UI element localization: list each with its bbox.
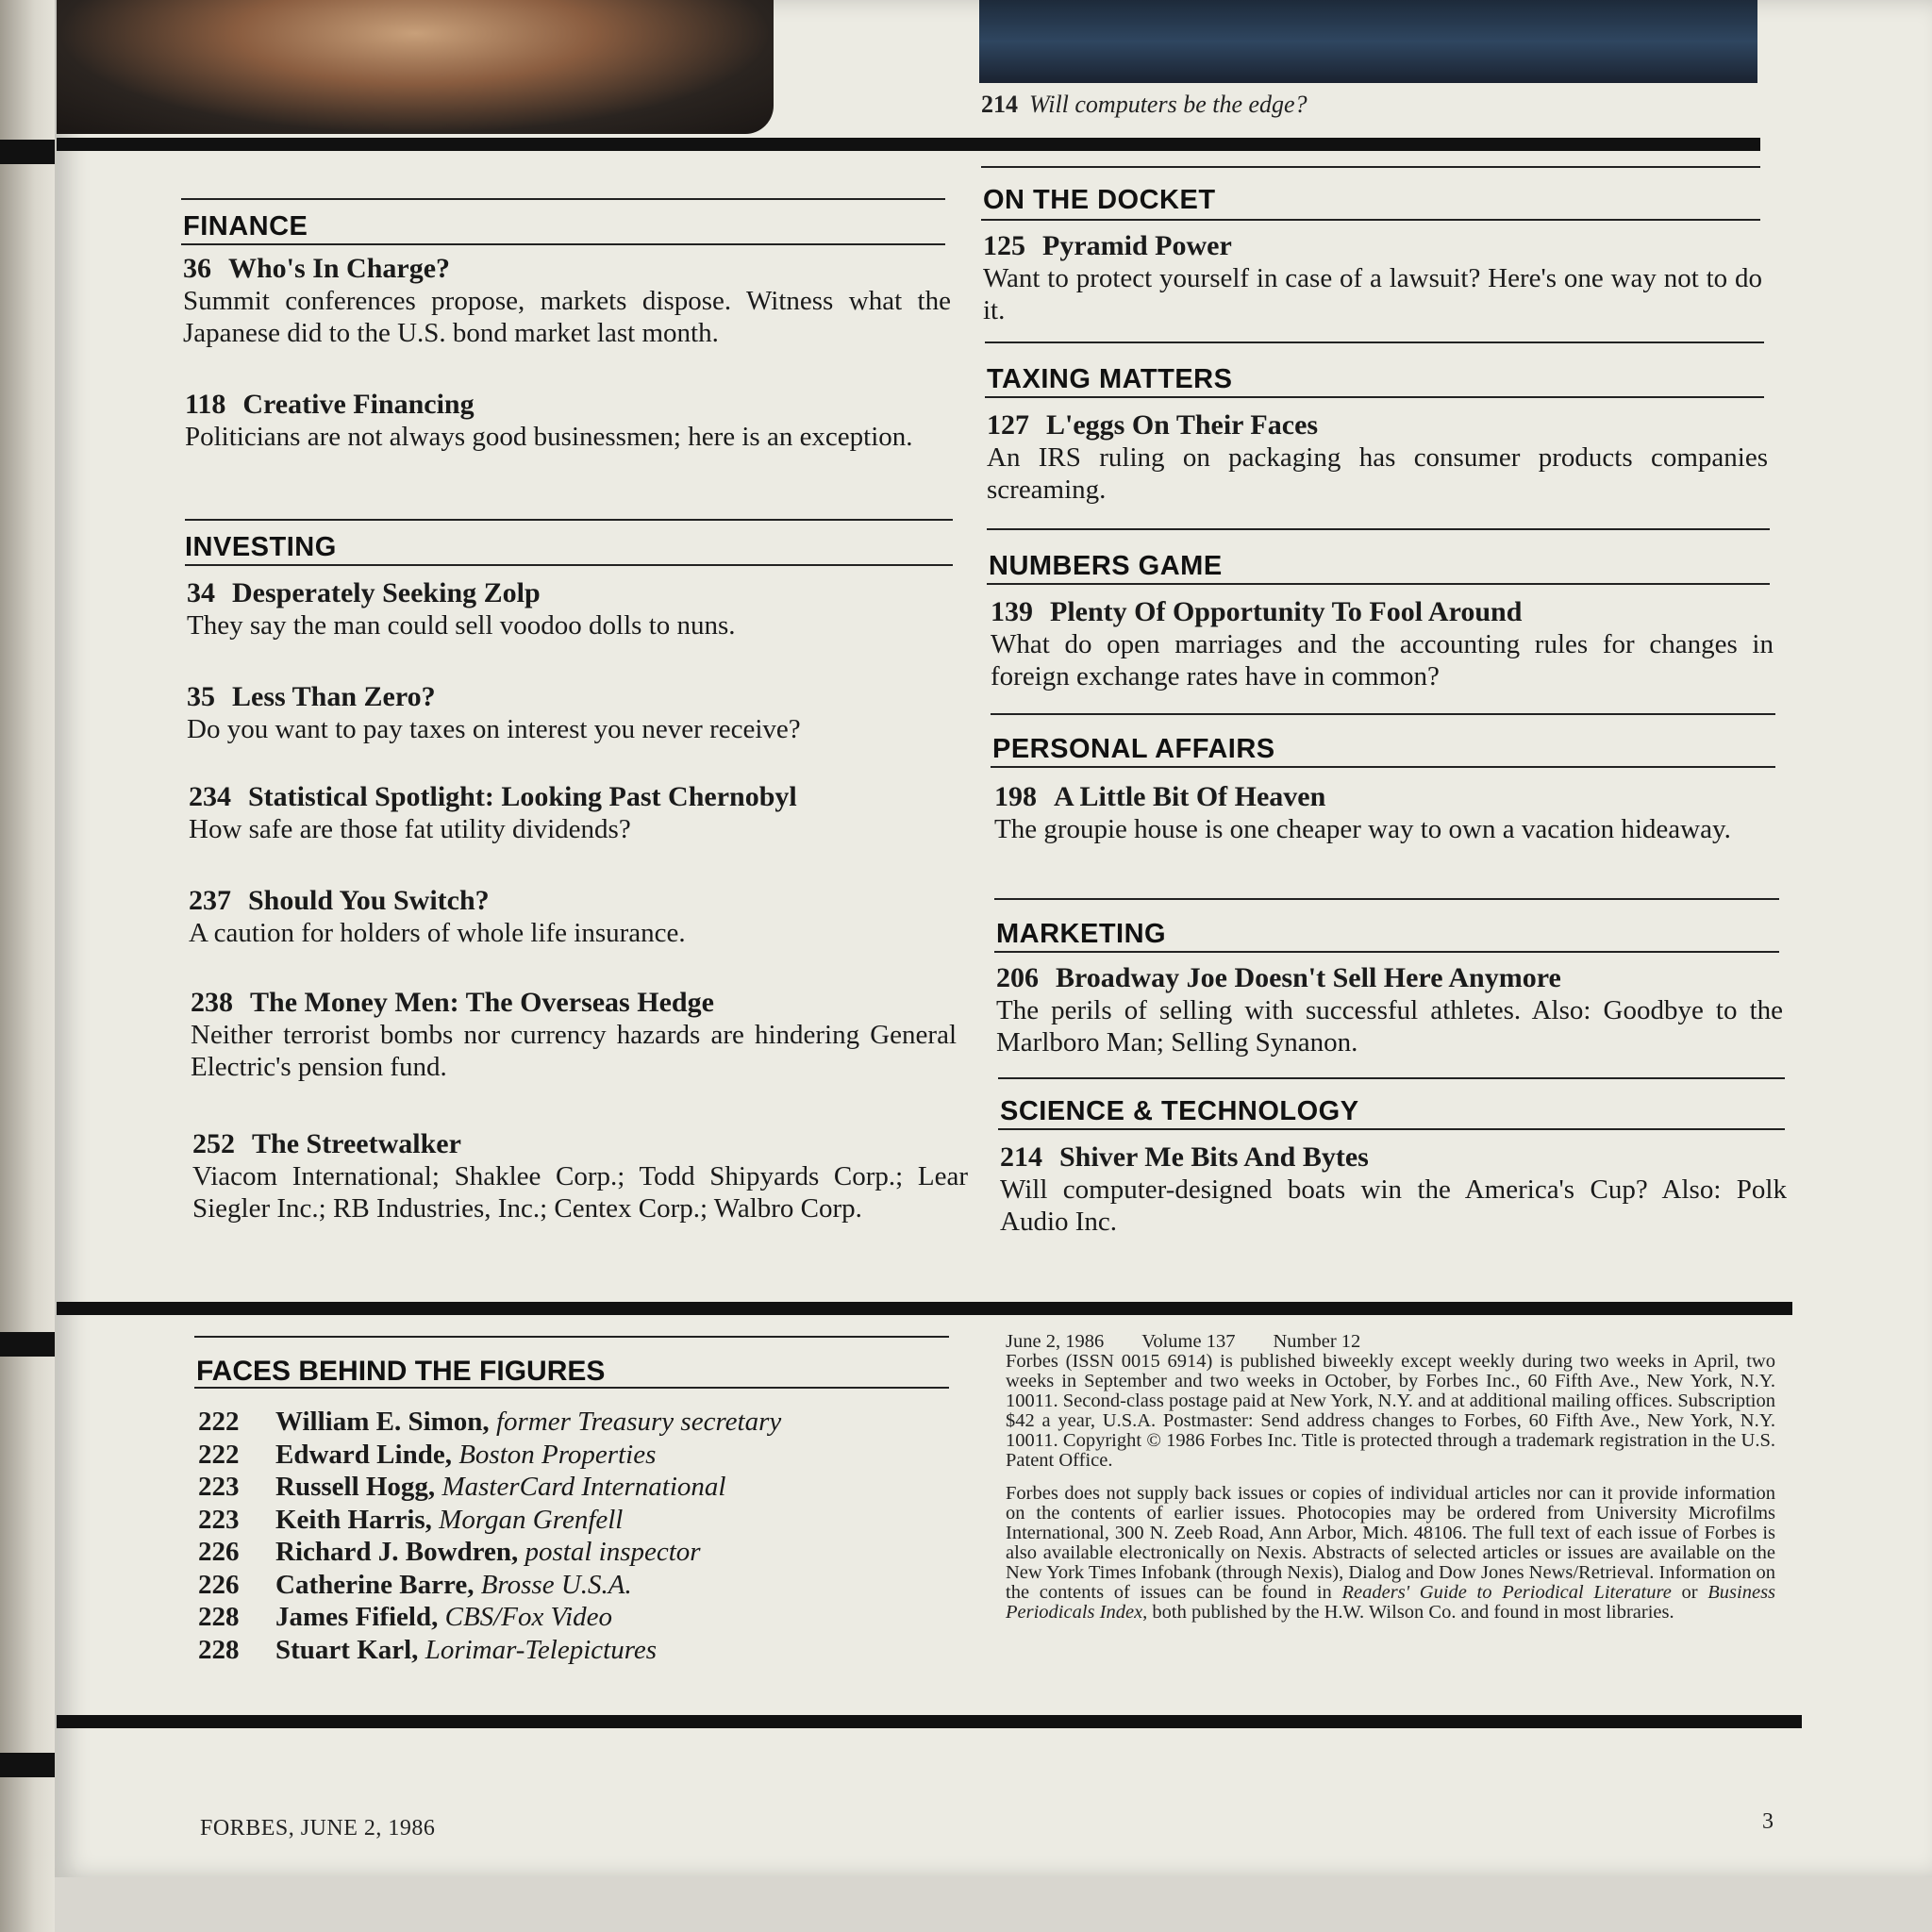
page-number: 228 xyxy=(198,1602,240,1632)
page-number: 34 xyxy=(187,577,215,608)
rule xyxy=(991,713,1775,715)
page-number: 222 xyxy=(198,1439,240,1470)
face-row xyxy=(198,1504,915,1537)
rule xyxy=(998,1128,1785,1130)
page-number: 36 xyxy=(183,253,211,284)
person-role: Morgan Grenfell xyxy=(439,1504,624,1535)
back-issues-text-end: , both published by the H.W. Wilson Co. and found in most libraries. xyxy=(1142,1602,1674,1623)
toc-item xyxy=(983,230,1762,326)
item-title: Broadway Joe Doesn't Sell Here Anymore xyxy=(1056,962,1561,993)
toc-item xyxy=(187,577,953,641)
page-number: 238 xyxy=(191,987,233,1018)
section-finance: FINANCE xyxy=(183,211,308,242)
toc-item xyxy=(187,681,953,745)
rule xyxy=(981,219,1760,221)
issue-date: June 2, 1986 xyxy=(1006,1331,1105,1352)
person-role: former Treasury secretary xyxy=(495,1407,782,1437)
person-name: Keith Harris, xyxy=(275,1504,432,1535)
item-title: A Little Bit Of Heaven xyxy=(1054,781,1326,812)
item-title: The Streetwalker xyxy=(252,1128,461,1159)
person-name: Stuart Karl, xyxy=(275,1634,419,1665)
page-number: 237 xyxy=(189,885,231,916)
person-name: James Fifield, xyxy=(275,1602,439,1632)
photo-caption xyxy=(981,91,1307,119)
page-number: 125 xyxy=(983,230,1025,261)
item-description: Want to protect yourself in case of a lawsuit? Here's one way not to do it. xyxy=(983,263,1762,325)
rule xyxy=(981,166,1760,168)
page-number: 198 xyxy=(994,781,1037,812)
face-row xyxy=(198,1601,915,1634)
rule xyxy=(987,528,1770,530)
page-spine xyxy=(0,0,58,1932)
item-title: Creative Financing xyxy=(242,389,475,420)
page-number: 226 xyxy=(198,1569,240,1600)
item-title: Statistical Spotlight: Looking Past Chernobyl xyxy=(248,781,797,812)
rule xyxy=(987,583,1770,585)
back-issues-text: Forbes does not supply back issues or copies of individual articles nor can it provide information on the contents of earlier issues. Photocopies may be ordered from University Microfilms International, 300 N. Zeeb Road, Ann Arbor, Mich. 48106. The full text of each issue of Forbes is also available electronically on Nexis. Abstracts of selected articles or issues are available on the New York Times Infobank (through Nexis), Dialog and Dow Jones News/Retrieval. Information on the contents of issues can be found in xyxy=(1006,1483,1775,1603)
page-number: 223 xyxy=(198,1504,240,1535)
faces-list xyxy=(198,1406,915,1666)
section-personal-affairs: PERSONAL AFFAIRS xyxy=(992,734,1275,764)
toc-item xyxy=(996,962,1783,1058)
page-number: 226 xyxy=(198,1537,240,1567)
item-description: Neither terrorist bombs nor currency hazards are hindering General Electric's pension fund. xyxy=(191,1020,957,1082)
item-title: L'eggs On Their Faces xyxy=(1046,409,1319,441)
page-number: 139 xyxy=(991,596,1033,627)
person-role: CBS/Fox Video xyxy=(444,1602,613,1632)
item-description: Will computer-designed boats win the America's Cup? Also: Polk Audio Inc. xyxy=(1000,1174,1787,1237)
rule xyxy=(194,1387,949,1389)
face-row xyxy=(198,1439,915,1472)
page-number: 127 xyxy=(987,409,1029,441)
person-role: Brosse U.S.A. xyxy=(480,1569,632,1600)
rule xyxy=(985,396,1764,398)
item-title: The Money Men: The Overseas Hedge xyxy=(250,987,714,1018)
running-footer: FORBES, JUNE 2, 1986 xyxy=(200,1816,436,1840)
toc-item xyxy=(189,781,955,845)
publication-notice: Forbes (ISSN 0015 6914) is published biweekly except weekly during two weeks in April, two weeks in September and two weeks in October, by Forbes Inc., 60 Fifth Ave., New York, N.Y. 10011. Second-class postage paid at New York, N.Y. and at additional mailing offices. Subscription $42 a year, U.S.A. Postmaster: Send address changes to Forbes, 60 Fifth Ave., New York, N.Y. 10011. Copyright © 1986 Forbes Inc. Title is protected through a trademark registration in the U.S. Patent Office. xyxy=(1006,1351,1775,1471)
face-row xyxy=(198,1536,915,1569)
section-taxing-matters: TAXING MATTERS xyxy=(987,364,1233,394)
rule xyxy=(994,951,1779,953)
rule xyxy=(185,519,953,521)
page-number: 222 xyxy=(198,1407,240,1437)
item-title: Less Than Zero? xyxy=(232,681,436,712)
toc-item xyxy=(185,389,951,453)
issue-number: Number 12 xyxy=(1273,1331,1361,1352)
business-index-title: Business Periodicals Index xyxy=(1006,1582,1776,1623)
toc-item xyxy=(1000,1141,1787,1238)
rule xyxy=(998,1077,1785,1079)
person-role: Boston Properties xyxy=(458,1439,657,1470)
item-title: Desperately Seeking Zolp xyxy=(232,577,541,608)
issue-meta xyxy=(1006,1332,1775,1352)
person-role: MasterCard International xyxy=(441,1472,726,1502)
rule xyxy=(985,341,1764,343)
page-edge xyxy=(55,1877,1932,1932)
section-numbers-game: NUMBERS GAME xyxy=(989,551,1223,581)
rule xyxy=(991,766,1775,768)
page-number: 252 xyxy=(192,1128,235,1159)
person-name: William E. Simon, xyxy=(275,1407,490,1437)
item-description: What do open marriages and the accounting rules for changes in foreign exchange rates have in common? xyxy=(991,629,1774,691)
item-description: The perils of selling with successful athletes. Also: Goodbye to the Marlboro Man; Selling Synanon. xyxy=(996,995,1783,1058)
section-faces: FACES BEHIND THE FIGURES xyxy=(196,1356,606,1387)
page-number: 223 xyxy=(198,1472,240,1502)
item-description: How safe are those fat utility dividends? xyxy=(189,814,631,844)
toc-item xyxy=(189,885,955,949)
item-description: They say the man could sell voodoo dolls to nuns. xyxy=(187,610,736,641)
page-number-footer: 3 xyxy=(1762,1809,1774,1834)
rule xyxy=(185,564,953,566)
spine-bar xyxy=(0,1753,57,1777)
bottom-divider xyxy=(57,1715,1802,1728)
item-title: Plenty Of Opportunity To Fool Around xyxy=(1050,596,1523,627)
page-number: 35 xyxy=(187,681,215,712)
face-row xyxy=(198,1471,915,1504)
section-science-technology: SCIENCE & TECHNOLOGY xyxy=(1000,1096,1359,1126)
toc-item xyxy=(991,596,1774,692)
person-role: Lorimar-Telepictures xyxy=(425,1634,658,1665)
item-description: Viacom International; Shaklee Corp.; Todd Shipyards Corp.; Lear Siegler Inc.; RB Industries, Inc.; Centex Corp.; Walbro Corp. xyxy=(192,1161,968,1224)
item-description: Do you want to pay taxes on interest you never receive? xyxy=(187,714,801,744)
readers-guide-title: Readers' Guide to Periodical Literature xyxy=(1341,1582,1672,1603)
or-text: or xyxy=(1681,1582,1698,1603)
person-name: Catherine Barre, xyxy=(275,1569,475,1600)
item-title: Pyramid Power xyxy=(1042,230,1232,261)
back-issues-notice xyxy=(1006,1484,1775,1623)
page-number: 234 xyxy=(189,781,231,812)
face-row xyxy=(198,1634,915,1667)
rule xyxy=(181,198,945,200)
section-on-the-docket: ON THE DOCKET xyxy=(983,185,1216,215)
caption-text: Will computers be the edge? xyxy=(1029,91,1307,118)
person-name: Russell Hogg, xyxy=(275,1472,436,1502)
middle-divider xyxy=(57,1302,1792,1315)
page-number: 206 xyxy=(996,962,1039,993)
page-number: 214 xyxy=(1000,1141,1042,1173)
toc-item xyxy=(192,1128,968,1224)
item-title: Should You Switch? xyxy=(248,885,490,916)
item-description: An IRS ruling on packaging has consumer products companies screaming. xyxy=(987,442,1768,505)
section-marketing: MARKETING xyxy=(996,919,1167,949)
item-title: Who's In Charge? xyxy=(228,253,451,284)
item-description: Politicians are not always good businessmen; here is an exception. xyxy=(185,422,913,452)
rule xyxy=(181,243,945,245)
rule xyxy=(194,1336,949,1338)
boat-photo xyxy=(979,0,1757,83)
section-investing: INVESTING xyxy=(185,532,337,562)
caption-page-number: 214 xyxy=(981,91,1018,118)
toc-item xyxy=(183,253,951,349)
person-name: Edward Linde, xyxy=(275,1439,452,1470)
issue-volume: Volume 137 xyxy=(1141,1331,1236,1352)
toc-item xyxy=(191,987,957,1083)
item-description: The groupie house is one cheaper way to own a vacation hideaway. xyxy=(994,814,1731,844)
face-row xyxy=(198,1406,915,1439)
toc-item xyxy=(994,781,1777,845)
publication-info xyxy=(1006,1332,1775,1636)
person-name: Richard J. Bowdren, xyxy=(275,1537,519,1567)
page-number: 228 xyxy=(198,1634,240,1665)
portrait-photo xyxy=(57,0,774,134)
item-description: A caution for holders of whole life insurance. xyxy=(189,918,686,948)
person-role: postal inspector xyxy=(525,1537,701,1567)
spine-bar xyxy=(0,140,57,164)
toc-item xyxy=(987,409,1768,506)
page-number: 118 xyxy=(185,389,226,420)
face-row xyxy=(198,1569,915,1602)
top-divider xyxy=(57,138,1760,151)
item-title: Shiver Me Bits And Bytes xyxy=(1059,1141,1369,1173)
item-description: Summit conferences propose, markets dispose. Witness what the Japanese did to the U.S. bond market last month. xyxy=(183,286,951,348)
rule xyxy=(994,898,1779,900)
spine-bar xyxy=(0,1332,57,1357)
